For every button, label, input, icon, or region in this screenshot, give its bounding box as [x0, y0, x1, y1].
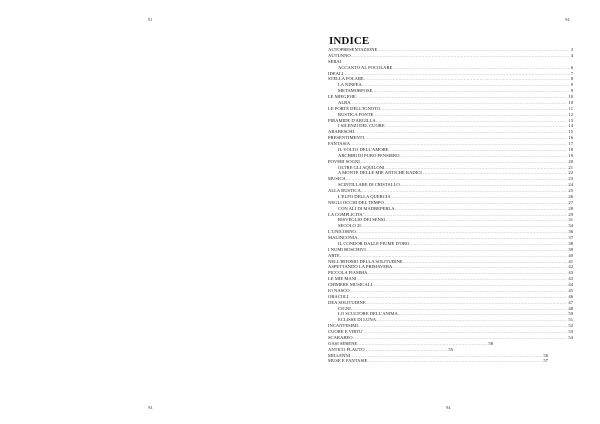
toc-entry-title: L'ELFO DELLA QUERCIA [338, 193, 391, 199]
toc-entry-title: ALLA RUSTICA [328, 188, 361, 193]
toc-entry-title: MILLENNI [328, 352, 351, 358]
toc-entry-title: MUSICA [328, 176, 346, 182]
toc-entry-page: 9 [570, 82, 573, 88]
toc-entry-page: 24 [568, 182, 573, 188]
toc-entry-page: 4 [570, 52, 573, 58]
toc-entry-title: SCINTILLARE DI CRISTALLO [338, 182, 400, 188]
toc-entry-page: 37 [568, 235, 573, 240]
toc-entry-page: 18 [568, 146, 573, 152]
toc-entry-page: 46 [568, 293, 573, 299]
toc-entry-page: 8 [570, 76, 573, 82]
toc-entry-page: 14 [568, 123, 573, 129]
toc-entry-page: 7 [570, 70, 573, 76]
toc-entry-title: ANTICO FLAUTO [328, 346, 365, 352]
toc-entry-page: 42 [568, 264, 573, 270]
toc-entry-page: 36 [568, 229, 573, 235]
toc-entry-page: 3 [570, 47, 573, 52]
toc-entry-page: 27 [568, 199, 573, 205]
page-number-bottom-right: 94 [446, 405, 451, 410]
toc-entry-page: 51 [568, 317, 573, 323]
toc-entry-page: 43 [568, 276, 573, 282]
toc-entry-title: IL VOLTO DELL'AMORE [338, 146, 389, 152]
toc-entry-title: INCANTESIMI [328, 323, 358, 329]
toc-entry-page: 11 [568, 105, 573, 111]
toc-entry-page: 44 [568, 282, 573, 287]
toc-entry-page: 54 [568, 334, 573, 340]
toc-leader-dots [367, 358, 542, 364]
toc-entry-page: 26 [568, 193, 573, 199]
toc-entry-title: ASPETTANDO LA PRIMAVERA [328, 264, 393, 270]
toc-entry-page: 38 [568, 240, 573, 246]
toc-entry-page: 21 [568, 164, 573, 170]
toc-entry-title: ARTE [328, 252, 340, 258]
toc-entry [328, 53, 573, 59]
toc-entry-page: 23 [568, 176, 573, 182]
toc-entry-title: LE PORTE DELL'IGNOTO [328, 105, 381, 111]
toc-entry-title: STELLA POLARE [328, 76, 364, 82]
toc-entry-page: 19 [568, 152, 573, 158]
toc-entry-page: 58 [488, 340, 493, 346]
toc-entry-page: 43 [568, 270, 573, 276]
toc-entry-title: A MONTE DELLE MIE ANTICHE RADICI [338, 170, 422, 176]
toc-entry-title: ARABESCHI [328, 129, 355, 135]
page-number-bottom-left: 94 [148, 405, 153, 410]
toc-leader-dots [351, 53, 570, 59]
toc-entry-title: NEGLI OCCHI DEL TEMPO [328, 199, 384, 205]
toc-entry-page: 53 [568, 329, 573, 334]
toc-entry-title: NELL'IRTOMO DELLA SOLITUDINE [328, 258, 403, 264]
toc-entry-title: LA COMPLICITA' [328, 211, 364, 217]
table-of-contents [328, 47, 573, 364]
toc-entry-page: 25 [568, 188, 573, 193]
toc-entry-title: CIGNI [338, 305, 351, 311]
toc-title: INDICE [329, 35, 370, 47]
toc-entry-page: 45 [568, 287, 573, 293]
toc-entry-title: I NUMI BOSCHIVI [328, 246, 366, 252]
toc-entry-title: FANTASIA [328, 141, 351, 146]
toc-entry-page: 31 [568, 217, 573, 223]
toc-entry-title: PICCOLA FIAMMA [328, 270, 368, 276]
toc-entry-page: 29 [568, 211, 573, 217]
toc-entry-page: 16 [568, 135, 573, 141]
page-number-top-left: 91 [148, 17, 153, 22]
toc-entry-page: 57 [543, 358, 548, 364]
toc-entry-title: ALBA [338, 99, 351, 105]
toc-entry-title: ECLISSE DI LUNA [338, 317, 377, 323]
toc-entry-title: AUTOPRESENTAZIONE [328, 47, 378, 52]
page-number-top-right: 94 [565, 17, 570, 22]
toc-entry-page: 9 [570, 88, 573, 94]
toc-entry-page: 15 [568, 129, 573, 135]
toc-entry-title: MALINCONIA [328, 235, 358, 240]
toc-entry-page: 20 [568, 158, 573, 164]
toc-entry-page: 22 [568, 170, 573, 176]
toc-entry-title: CHIMERE MUSICALI [328, 282, 373, 287]
toc-entry-page: 48 [568, 305, 573, 311]
toc-entry-page: 47 [568, 299, 573, 305]
toc-entry-title: OLTRE GLI AQUILONI [338, 164, 385, 170]
toc-entry-title: POVERI SOGNI [328, 158, 360, 164]
toc-entry-title: SCARABEO [328, 334, 353, 340]
toc-entry-title: SECOLO 2I [338, 223, 361, 229]
toc-entry [328, 358, 548, 364]
toc-entry-title: PIRAMIDE D'ARGILLA [328, 117, 376, 123]
toc-entry-page: 12 [568, 111, 573, 117]
toc-entry-title: MUSE E FANTASIE [328, 358, 368, 364]
toc-entry-title: IDEALI [328, 70, 344, 76]
toc-entry-page: 56 [543, 352, 548, 358]
toc-entry-page: 39 [568, 246, 573, 252]
toc-entry-page: 40 [568, 252, 573, 258]
toc-entry-title: IL CONDOR DALLE PIUME D'ORO [338, 240, 410, 246]
toc-entry-page: 10 [568, 94, 573, 99]
toc-entry-title: CON ALI DI MADREPERLA [338, 205, 395, 211]
toc-entry-title: RISVEGLIO DEI SENSI [338, 217, 385, 223]
toc-entry-title: AUTUNNO [328, 52, 351, 58]
toc-entry-page: 50 [568, 311, 573, 317]
toc-entry-title: I SILENZI DEL CUORE [338, 123, 385, 129]
toc-entry-title: LE MIEGIOIE [328, 94, 356, 99]
toc-entry-page: 17 [568, 141, 573, 146]
toc-entry-title: RUSTICA FONTE [338, 111, 374, 117]
toc-entry-title: CUORE E VIRTU' [328, 329, 364, 334]
toc-entry-title: DEA SOLITUDINE [328, 299, 366, 305]
toc-entry-page: 52 [568, 323, 573, 329]
toc-entry-page: 55 [448, 346, 453, 352]
toc-entry-page: 10 [568, 99, 573, 105]
toc-entry-page: 34 [568, 223, 573, 229]
toc-entry-title: SERAI [328, 58, 342, 64]
toc-entry-title: ARCHIBI DI PURO PENSIERO [338, 152, 400, 158]
toc-entry-title: METAMORFOSE [338, 88, 373, 94]
toc-entry-title: ORACOLI [328, 293, 349, 299]
toc-entry-title: LO SCULTORE DELL'ANIMA [338, 311, 398, 317]
toc-entry-page: 28 [568, 205, 573, 211]
toc-entry-page: 13 [568, 117, 573, 123]
toc-entry-title: LE MIE MANI [328, 276, 357, 282]
toc-entry-title: IO NASCO [328, 287, 350, 293]
toc-entry-title: OASI SERENE [328, 340, 358, 346]
toc-entry-title: LA NINFEA [338, 82, 362, 88]
toc-entry-title: L'UNICORNO [328, 229, 356, 235]
toc-entry-title: ACCANTO AL FOCOLARE [338, 64, 393, 70]
toc-entry-page: 6 [570, 64, 573, 70]
toc-entry-page: 41 [568, 258, 573, 264]
toc-entry-title: PRESENTIMENTI [328, 135, 364, 141]
